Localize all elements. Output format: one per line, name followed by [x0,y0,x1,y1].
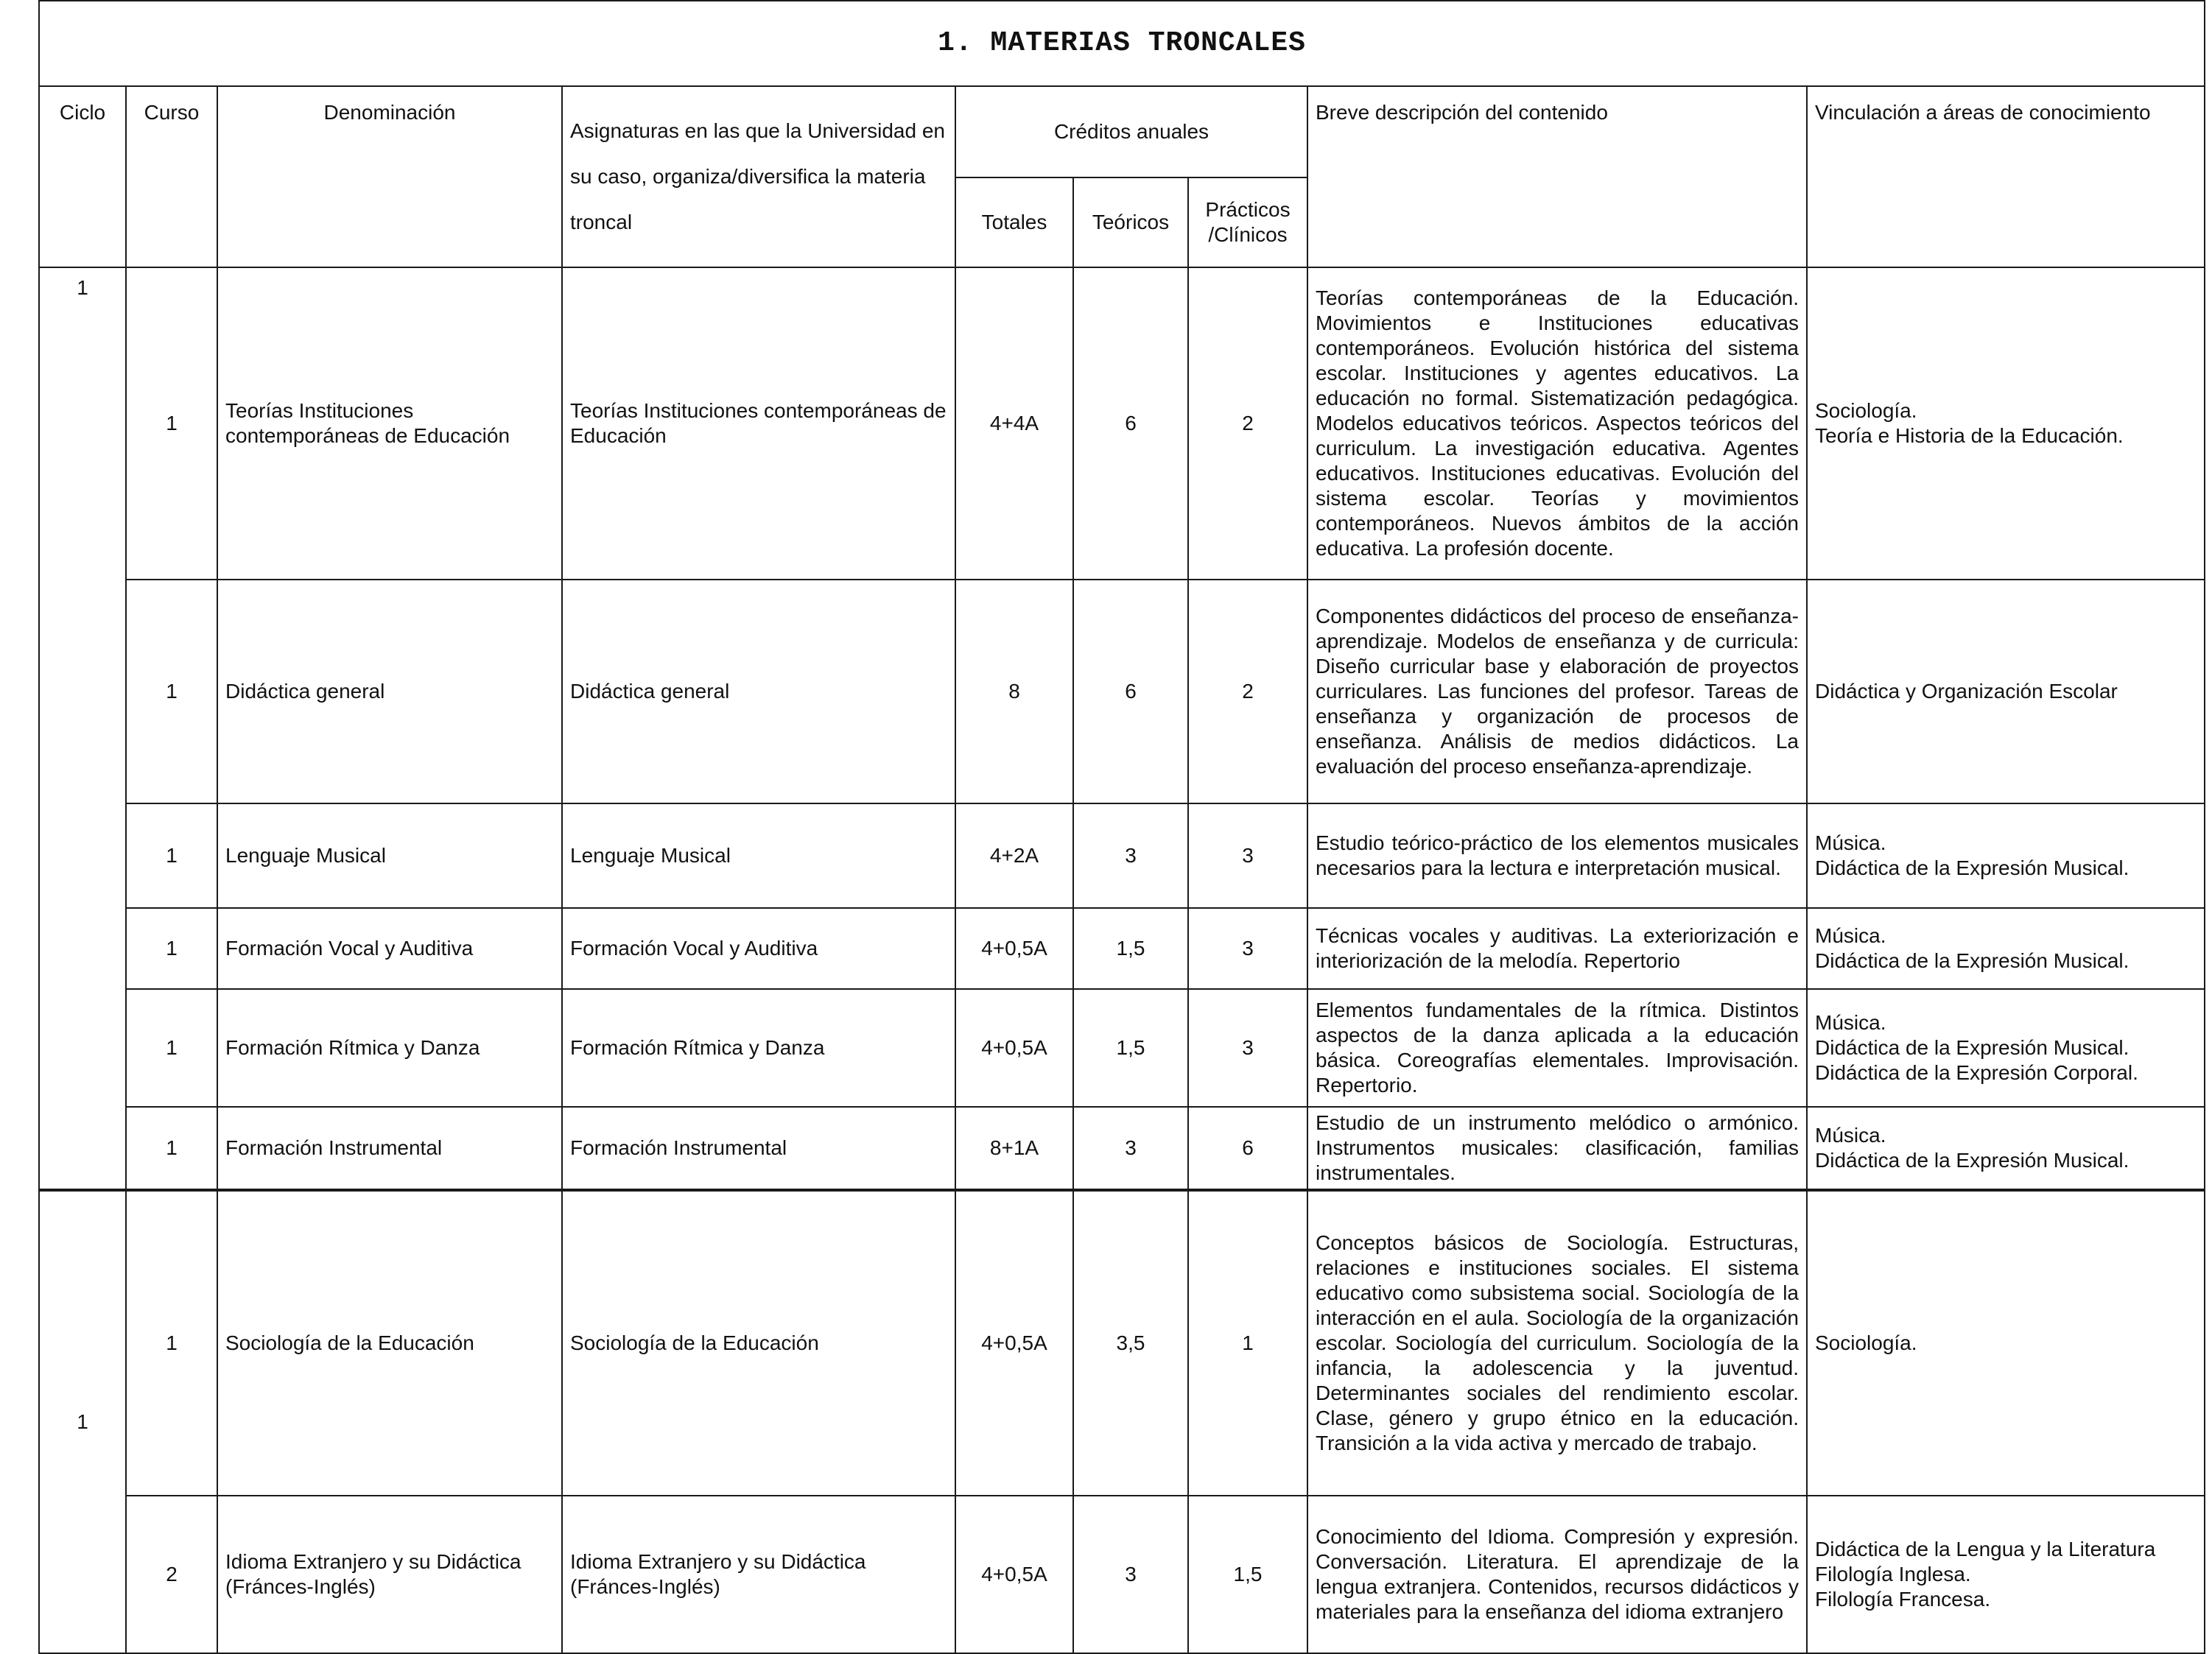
totales-cell: 8+1A [955,1107,1073,1190]
practicos-cell: 3 [1188,803,1307,908]
denominacion-cell: Sociología de la Educación [217,1190,562,1496]
asignatura-cell: Teorías Instituciones contemporáneas de Educación [562,267,955,580]
teoricos-cell: 3 [1073,1496,1188,1653]
curso-cell: 1 [126,989,217,1107]
header-practicos: Prácticos /Clínicos [1188,177,1307,267]
ciclo-cell: 1 [39,1190,126,1653]
table-row [39,908,2205,989]
asignatura-cell: Idioma Extranjero y su Didáctica (Fránces-Inglés) [562,1496,955,1653]
totales-cell: 4+0,5A [955,908,1073,989]
denominacion-cell: Idioma Extranjero y su Didáctica (Fránces-Inglés) [217,1496,562,1653]
denominacion-cell: Formación Rítmica y Danza [217,989,562,1107]
table-row [39,989,2205,1107]
practicos-cell: 6 [1188,1107,1307,1190]
totales-cell: 4+0,5A [955,1190,1073,1496]
descripcion-cell: Conocimiento del Idioma. Compresión y expresión. Conversación. Literatura. El aprendizaje de la lengua extranjera. Contenidos, recursos didácticos y materiales para la enseñanza del idioma extranjero [1307,1496,1807,1653]
descripcion-cell: Componentes didácticos del proceso de enseñanza-aprendizaje. Modelos de enseñanza y de curricula: Diseño curricular base y elaboración de proyectos curriculares. Las funciones del profesor. Tareas de enseñanza y organización de procesos de enseñanza. Análisis de medios didácticos. La evaluación del proceso enseñanza-aprendizaje. [1307,580,1807,803]
totales-cell: 4+4A [955,267,1073,580]
table-title: 1. MATERIAS TRONCALES [39,1,2205,86]
header-totales: Totales [955,177,1073,267]
descripcion-cell: Teorías contemporáneas de la Educación. Movimientos e Instituciones educativas contemporáneos. Evolución histórica del sistema escolar. Instituciones y agentes educativos. La educación no formal. Sistematización pedagógica. Modelos educativos teóricos. Aspectos teóricos del curriculum. La investigación educativa. Agentes educativos. Instituciones educativas. Evolución del sistema escolar. Teorías y movimientos contemporáneos. Nuevos ámbitos de la acción educativa. La profesión docente. [1307,267,1807,580]
vinculacion-cell: Didáctica de la Lengua y la Literatura Filología Inglesa. Filología Francesa. [1807,1496,2205,1653]
vinculacion-cell: Música. Didáctica de la Expresión Musical. [1807,908,2205,989]
denominacion-cell: Formación Instrumental [217,1107,562,1190]
ciclo-cell: 1 [39,267,126,1190]
table-row [39,580,2205,803]
curso-cell: 2 [126,1496,217,1653]
vinculacion-cell: Música. Didáctica de la Expresión Musical. Didáctica de la Expresión Corporal. [1807,989,2205,1107]
curso-cell: 1 [126,580,217,803]
totales-cell: 4+2A [955,803,1073,908]
header-curso: Curso [126,86,217,267]
header-ciclo: Ciclo [39,86,126,267]
practicos-cell: 2 [1188,580,1307,803]
table-row [39,1107,2205,1190]
teoricos-cell: 1,5 [1073,989,1188,1107]
practicos-cell: 1 [1188,1190,1307,1496]
descripcion-cell: Estudio teórico-práctico de los elementos musicales necesarios para la lectura e interpretación musical. [1307,803,1807,908]
header-creditos-anuales: Créditos anuales [955,86,1307,177]
denominacion-cell: Lenguaje Musical [217,803,562,908]
curso-cell: 1 [126,1190,217,1496]
teoricos-cell: 1,5 [1073,908,1188,989]
practicos-cell: 3 [1188,989,1307,1107]
practicos-cell: 1,5 [1188,1496,1307,1653]
descripcion-cell: Estudio de un instrumento melódico o armónico. Instrumentos musicales: clasificación, familias instrumentales. [1307,1107,1807,1190]
teoricos-cell: 6 [1073,580,1188,803]
denominacion-cell: Formación Vocal y Auditiva [217,908,562,989]
header-vinculacion: Vinculación a áreas de conocimiento [1807,86,2205,267]
header-denominacion: Denominación [217,86,562,267]
document-sheet [38,0,2204,1623]
teoricos-cell: 3 [1073,1107,1188,1190]
vinculacion-cell: Sociología. [1807,1190,2205,1496]
asignatura-cell: Didáctica general [562,580,955,803]
totales-cell: 4+0,5A [955,1496,1073,1653]
table-row [39,1190,2205,1496]
denominacion-cell: Teorías Instituciones contemporáneas de Educación [217,267,562,580]
practicos-cell: 2 [1188,267,1307,580]
practicos-cell: 3 [1188,908,1307,989]
vinculacion-cell: Didáctica y Organización Escolar [1807,580,2205,803]
curso-cell: 1 [126,1107,217,1190]
descripcion-cell: Elementos fundamentales de la rítmica. Distintos aspectos de la danza aplicada a la educación básica. Coreografías elementales. Improvisación. Repertorio. [1307,989,1807,1107]
materias-troncales-table [38,0,2205,1654]
table-row [39,267,2205,580]
curso-cell: 1 [126,803,217,908]
teoricos-cell: 3,5 [1073,1190,1188,1496]
header-teoricos: Teóricos [1073,177,1188,267]
asignatura-cell: Lenguaje Musical [562,803,955,908]
descripcion-cell: Técnicas vocales y auditivas. La exteriorización e interiorización de la melodía. Repertorio [1307,908,1807,989]
curso-cell: 1 [126,908,217,989]
header-descripcion: Breve descripción del contenido [1307,86,1807,267]
teoricos-cell: 3 [1073,803,1188,908]
vinculacion-cell: Música. Didáctica de la Expresión Musical. [1807,803,2205,908]
totales-cell: 8 [955,580,1073,803]
header-asignaturas: Asignaturas en las que la Universidad en su caso, organiza/diversifica la materia troncal [562,86,955,267]
asignatura-cell: Sociología de la Educación [562,1190,955,1496]
vinculacion-cell: Música. Didáctica de la Expresión Musical. [1807,1107,2205,1190]
totales-cell: 4+0,5A [955,989,1073,1107]
asignatura-cell: Formación Instrumental [562,1107,955,1190]
denominacion-cell: Didáctica general [217,580,562,803]
descripcion-cell: Conceptos básicos de Sociología. Estructuras, relaciones e instituciones sociales. El sistema educativo como subsistema social. Sociología de la interacción en el aula. Sociología de la organización escolar. Sociología del curriculum. Sociología de la infancia, la adolescencia y la juventud. Determinantes sociales del rendimiento escolar. Clase, género y grupo étnico en la educación. Transición a la vida activa y mercado de trabajo. [1307,1190,1807,1496]
vinculacion-cell: Sociología. Teoría e Historia de la Educación. [1807,267,2205,580]
curso-cell: 1 [126,267,217,580]
asignatura-cell: Formación Vocal y Auditiva [562,908,955,989]
table-row [39,803,2205,908]
asignatura-cell: Formación Rítmica y Danza [562,989,955,1107]
teoricos-cell: 6 [1073,267,1188,580]
